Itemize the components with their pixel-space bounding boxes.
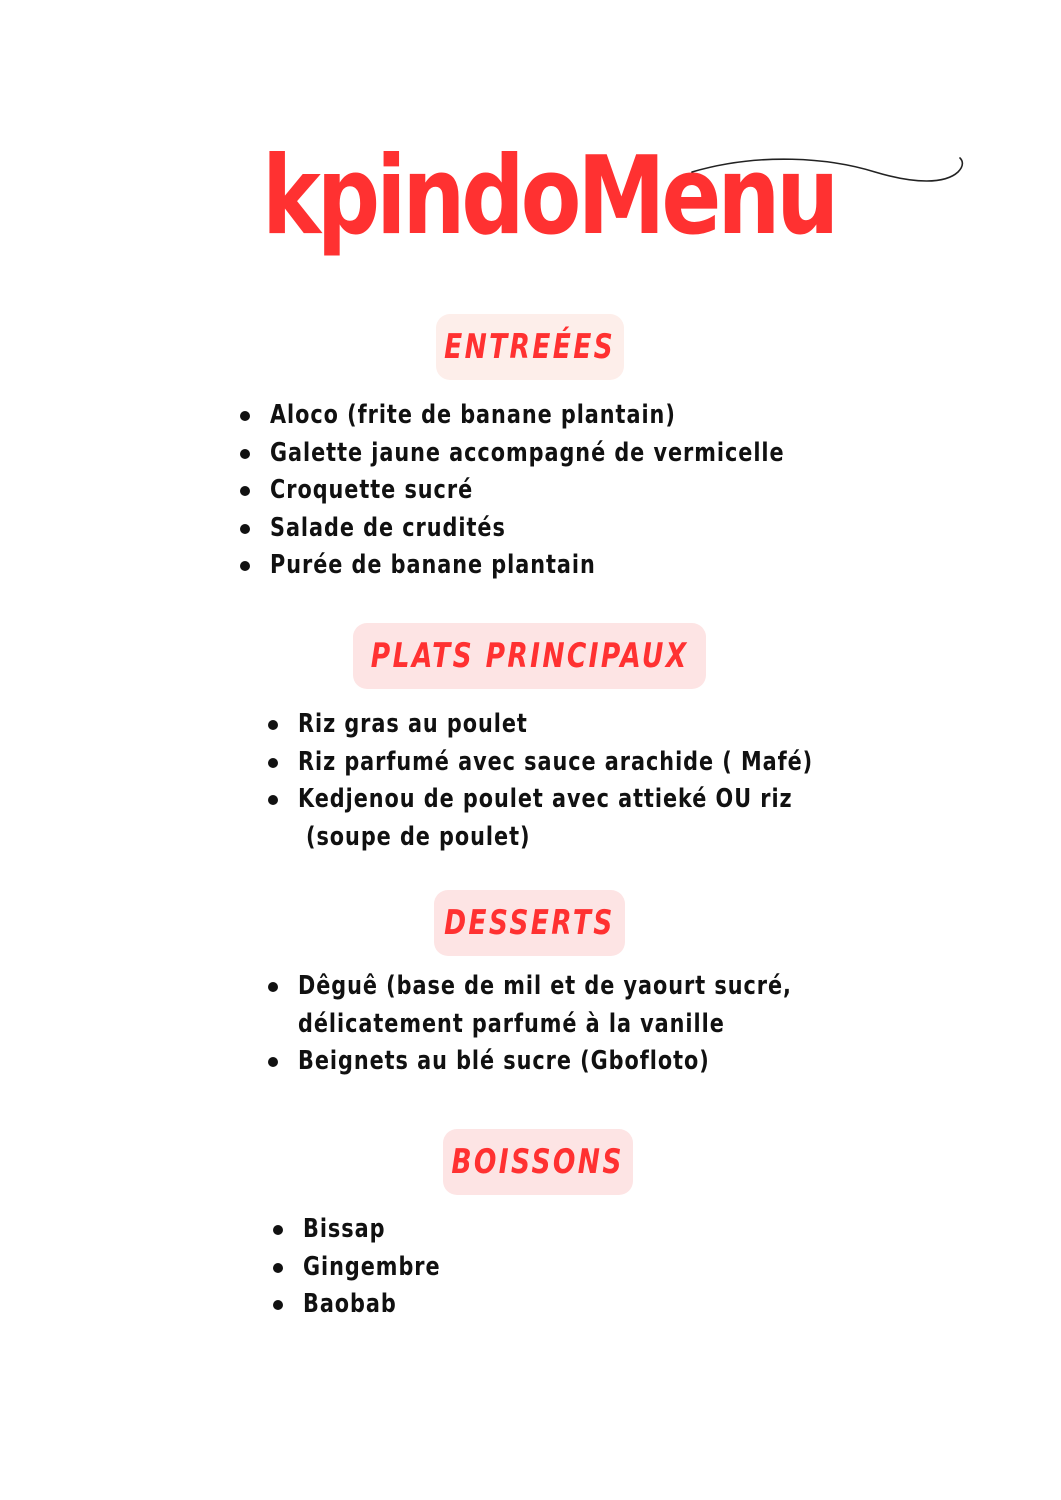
bullet-icon [240,524,250,534]
list-item: Galette jaune accompagné de vermicelle [240,435,913,473]
bullet-icon [273,1263,283,1273]
section-header-boissons [443,1129,633,1195]
entrees-list [240,397,913,585]
list-item: Baobab [273,1286,475,1324]
bullet-icon [240,561,250,571]
swoosh-decoration [690,150,980,200]
bullet-icon [240,411,250,421]
bullet-icon [268,758,278,768]
plats-principaux-list [268,706,942,856]
section-header-plats-principaux [353,623,706,689]
list-item: Riz gras au poulet [268,706,942,744]
list-item: Salade de crudités [240,510,913,548]
section-label-desserts: DESSERTS [444,903,615,943]
list-item: Bissap [273,1211,475,1249]
section-label-entrees: ENTREÉES [444,327,616,367]
section-label-plats-principaux: PLATS PRINCIPAUX [370,636,689,676]
bullet-icon [268,1057,278,1067]
list-item: Aloco (frite de banane plantain) [240,397,913,435]
section-label-boissons: BOISSONS [451,1142,625,1182]
bullet-icon [273,1300,283,1310]
bullet-icon [273,1225,283,1235]
bullet-icon [240,486,250,496]
boissons-list [273,1211,475,1324]
list-item: Purée de banane plantain [240,547,913,585]
list-item: Beignets au blé sucre (Gbofloto) [268,1043,915,1081]
list-item: Gingembre [273,1249,475,1287]
bullet-icon [240,449,250,459]
bullet-icon [268,982,278,992]
bullet-icon [268,795,278,805]
bullet-icon [268,720,278,730]
desserts-list [268,968,915,1081]
list-item: Kedjenou de poulet avec attieké OU riz (soupe de poulet) [268,781,942,856]
section-header-entrees [436,314,624,380]
menu-title: kpindoMenu [262,134,836,259]
list-item: Croquette sucré [240,472,913,510]
list-item: Dêguê (base de mil et de yaourt sucré, délicatement parfumé à la vanille [268,968,915,1043]
list-item: Riz parfumé avec sauce arachide ( Mafé) [268,744,942,782]
section-header-desserts [434,890,625,956]
